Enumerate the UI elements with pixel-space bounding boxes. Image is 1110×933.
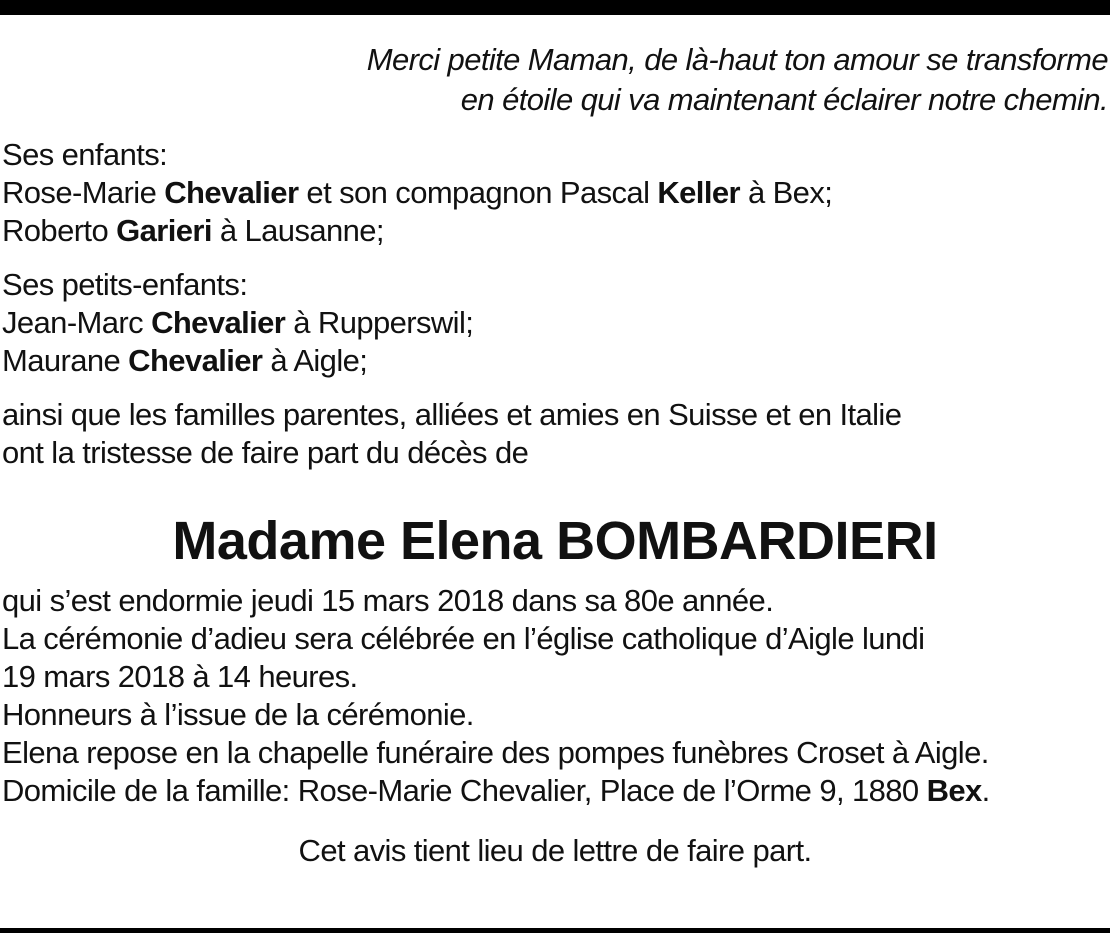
obituary-notice bbox=[2, 40, 1108, 870]
bottom-border bbox=[0, 928, 1110, 933]
detail-line: Elena repose en la chapelle funéraire des pompes funèbres Croset à Aigle. bbox=[2, 735, 989, 770]
child-entry: Roberto Garieri à Lausanne; bbox=[2, 213, 384, 248]
family-name: Chevalier bbox=[151, 305, 286, 340]
family-name: Garieri bbox=[116, 213, 212, 248]
deceased-name: Madame Elena BOMBARDIERI bbox=[172, 511, 938, 571]
children-heading: Ses enfants: bbox=[2, 137, 168, 172]
top-border bbox=[0, 0, 1110, 15]
closing-line: Cet avis tient lieu de lettre de faire part. bbox=[298, 833, 812, 868]
detail-line: qui s’est endormie jeudi 15 mars 2018 dans sa 80e année. bbox=[2, 583, 774, 618]
quote-line-1: Merci petite Maman, de là-haut ton amour se transforme bbox=[366, 42, 1108, 77]
grandchild-entry: Jean-Marc Chevalier à Rupperswil; bbox=[2, 305, 474, 340]
child-entry: Rose-Marie Chevalier et son compagnon Pascal Keller à Bex; bbox=[2, 175, 833, 210]
detail-line: Honneurs à l’issue de la cérémonie. bbox=[2, 697, 474, 732]
domicile-line: Domicile de la famille: Rose-Marie Chevalier, Place de l’Orme 9, 1880 Bex. bbox=[2, 773, 990, 808]
family-name: Chevalier bbox=[128, 343, 263, 378]
grandchildren-heading: Ses petits-enfants: bbox=[2, 267, 248, 302]
family-name: Keller bbox=[657, 175, 740, 210]
domicile-city: Bex bbox=[926, 773, 982, 808]
families-line-2: ont la tristesse de faire part du décès de bbox=[2, 435, 529, 470]
detail-line: 19 mars 2018 à 14 heures. bbox=[2, 659, 358, 694]
families-line-1: ainsi que les familles parentes, alliées et amies en Suisse et en Italie bbox=[2, 397, 902, 432]
quote-line-2: en étoile qui va maintenant éclairer notre chemin. bbox=[460, 82, 1108, 117]
family-name: Chevalier bbox=[164, 175, 299, 210]
grandchild-entry: Maurane Chevalier à Aigle; bbox=[2, 343, 368, 378]
detail-line: La cérémonie d’adieu sera célébrée en l’église catholique d’Aigle lundi bbox=[2, 621, 925, 656]
